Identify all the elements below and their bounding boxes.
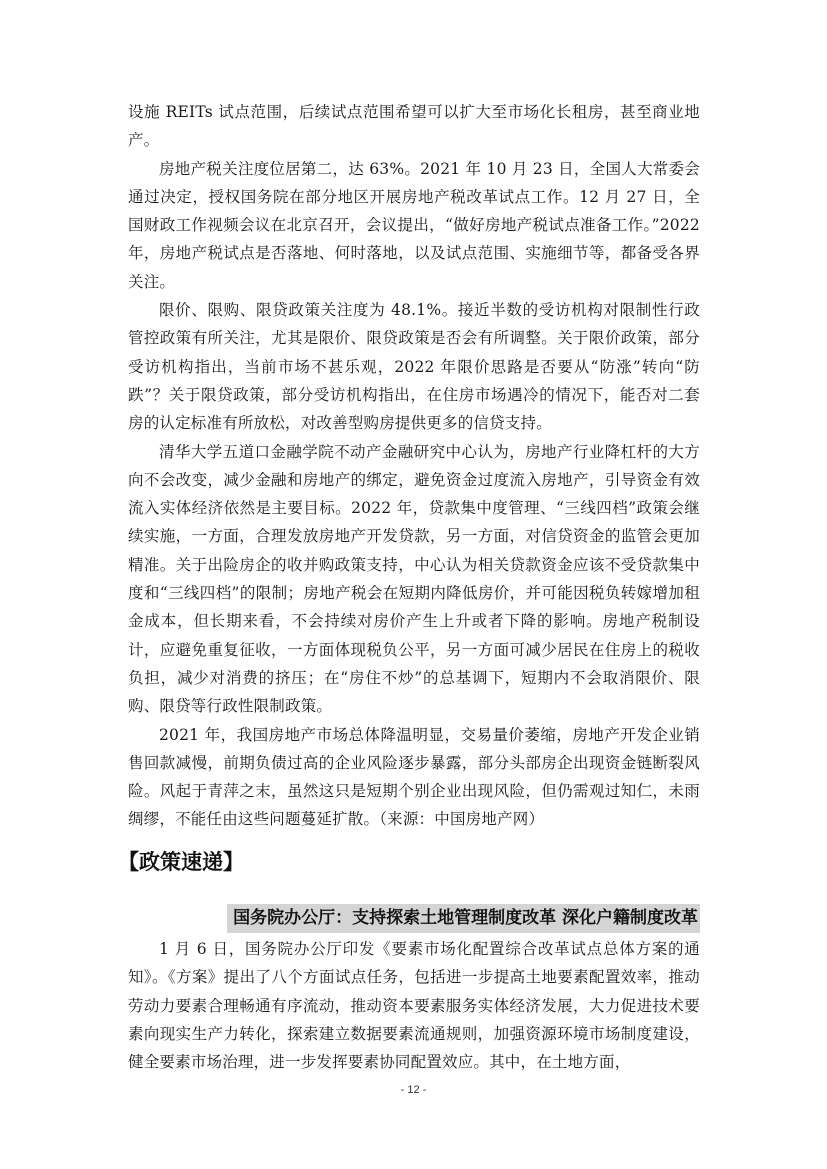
paragraph-property-tax: 房地产税关注度位居第二，达 63%。2021 年 10 月 23 日，全国人大常委会通过决定，授权国务院在部分地区开展房地产税改革试点工作。12 月 27 日，全国财政工作视频会议在北京召开，会议提出，“做好房地产税试点准备工作。”2022 年，房地产税试点是否落地、何时落地，以及试点范围、实施细节等，都备受各界关注。 xyxy=(128,159,700,291)
paragraph-market-summary: 2021 年，我国房地产市场总体降温明显，交易量价萎缩，房地产开发企业销售回款减慢，前期负债过高的企业风险逐步暴露，部分头部房企出现资金链断裂风险。风起于青萍之末，虽然这只是短期个别企业出现风险，但仍需观过知仁，未雨绸缪，不能任由这些问题蔓延扩散。（来源：中国房地产网） xyxy=(128,725,700,829)
article-body xyxy=(128,98,700,834)
paragraph-reits-continuation: 设施 REITs 试点范围，后续试点范围希望可以扩大至市场化长租房，甚至商业地产。 xyxy=(128,103,700,150)
section-title: 【政策速递】 xyxy=(118,850,244,874)
news-headline: 国务院办公厅：支持探索土地管理制度改革 深化户籍制度改革 xyxy=(227,904,700,933)
page-number: - 12 - xyxy=(400,1084,427,1096)
news-paragraph: 1 月 6 日，国务院办公厅印发《要素市场化配置综合改革试点总体方案的通知》。《方案》提出了八个方面试点任务，包括进一步提高土地要素配置效率，推动劳动力要素合理畅通有序流动，推动资本要素服务实体经济发展，大力促进技术要素向现实生产力转化，探索建立数据要素流通规则，加强资源环境市场制度建设，健全要素市场治理，进一步发挥要素协同配置效应。其中，在土地方面， xyxy=(128,940,700,1072)
paragraph-tsinghua-view: 清华大学五道口金融学院不动产金融研究中心认为，房地产行业降杠杆的大方向不会改变，减少金融和房地产的绑定，避免资金过度流入房地产，引导资金有效流入实体经济依然是主要目标。2022 年，贷款集中度管理、“三线四档”政策会继续实施，一方面，合理发放房地产开发贷款，另一方面，对信贷资金的监管会更加精准。关于出险房企的收并购政策支持，中心认为相关贷款资金应该不受贷款集中度和“三线四档”的限制；房地产税会在短期内降低房价，并可能因税负转嫁增加租金成本，但长期来看，不会持续对房价产生上升或者下降的影响。房地产税制设计，应避免重复征收，一方面体现税负公平，另一方面可减少居民在住房上的税收负担，减少对消费的挤压；在“房住不炒”的总基调下，短期内不会取消限价、限购、限贷等行政性限制政策。 xyxy=(128,442,700,716)
paragraph-purchase-restrictions: 限价、限购、限贷政策关注度为 48.1%。接近半数的受访机构对限制性行政管控政策有所关注，尤其是限价、限贷政策是否会有所调整。关于限价政策，部分受访机构指出，当前市场不甚乐观，2022 年限价思路是否要从“防涨”转向“防跌”？关于限贷政策，部分受访机构指出，在住房市场遇冷的情况下，能否对二套房的认定标准有所放松，对改善型购房提供更多的信贷支持。 xyxy=(128,301,700,433)
news-body xyxy=(128,935,700,1076)
